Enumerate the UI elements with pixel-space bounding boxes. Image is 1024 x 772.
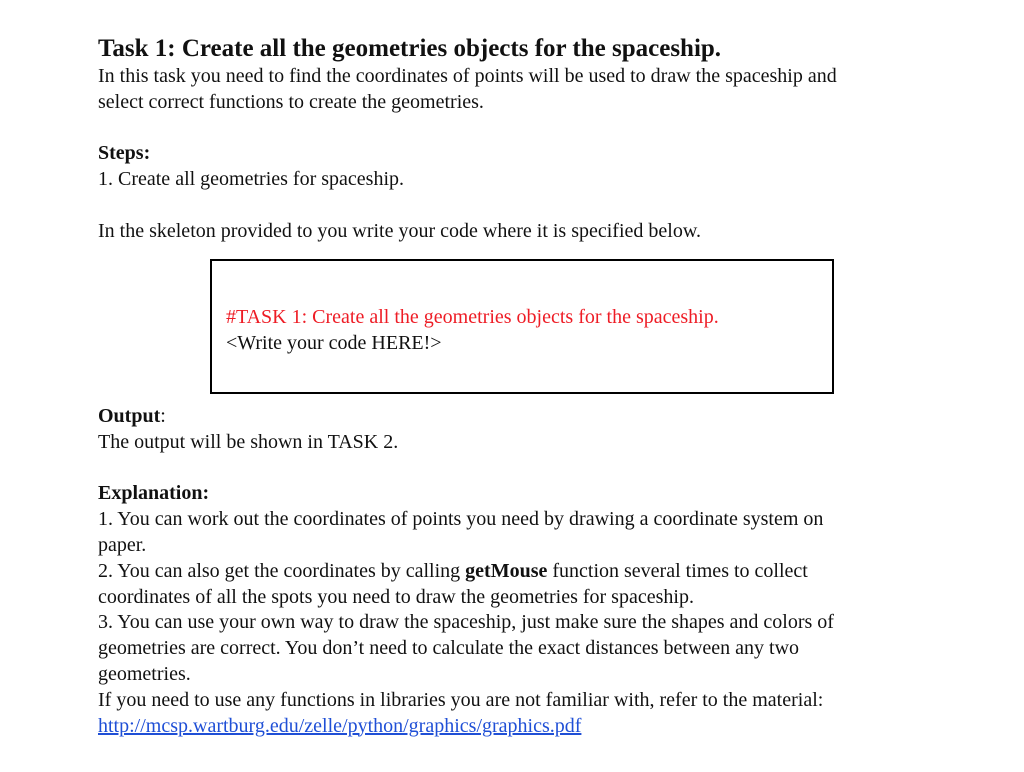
code-comment: #TASK 1: Create all the geometries objects for the spaceship. <box>226 306 719 328</box>
explanation-item-2-line-2: coordinates of all the spots you need to draw the geometries for spaceship. <box>98 585 694 608</box>
reference-line: If you need to use any functions in libraries you are not familiar with, refer to the material: <box>98 688 824 711</box>
task-title: Task 1: Create all the geometries objects for the spaceship. <box>98 35 722 62</box>
getmouse-function-name: getMouse <box>465 559 548 582</box>
document-page <box>98 33 978 737</box>
explanation-heading: Explanation: <box>98 482 210 505</box>
graphics-pdf-link[interactable]: http://mcsp.wartburg.edu/zelle/python/graphics/graphics.pdf <box>98 714 582 737</box>
explanation-item-2-pre: 2. You can also get the coordinates by calling <box>98 559 466 582</box>
explanation-item-3-line-1: 3. You can use your own way to draw the spaceship, just make sure the shapes and colors of <box>98 611 834 634</box>
output-heading-line <box>98 404 978 430</box>
code-box <box>210 259 834 394</box>
skeleton-instruction: In the skeleton provided to you write your code where it is specified below. <box>98 219 701 242</box>
steps-heading: Steps: <box>98 142 151 165</box>
explanation-item-1-line-1: 1. You can work out the coordinates of points you need by drawing a coordinate system on <box>98 508 824 531</box>
explanation-item-3-line-3: geometries. <box>98 662 191 685</box>
explanation-item-2-line-1 <box>98 559 978 585</box>
explanation-item-2-post: function several times to collect <box>547 559 808 582</box>
explanation-item-3-line-2: geometries are correct. You don’t need to calculate the exact distances between any two <box>98 637 800 660</box>
code-placeholder: <Write your code HERE!> <box>226 332 442 354</box>
output-heading: Output <box>98 405 161 427</box>
output-colon: : <box>160 405 166 427</box>
explanation-item-1-line-2: paper. <box>98 533 147 556</box>
intro-line-1: In this task you need to find the coordinates of points will be used to draw the spaceship and <box>98 65 837 87</box>
intro-line-2: select correct functions to create the geometries. <box>98 90 484 113</box>
steps-item-1: 1. Create all geometries for spaceship. <box>98 168 404 191</box>
output-text: The output will be shown in TASK 2. <box>98 430 399 453</box>
